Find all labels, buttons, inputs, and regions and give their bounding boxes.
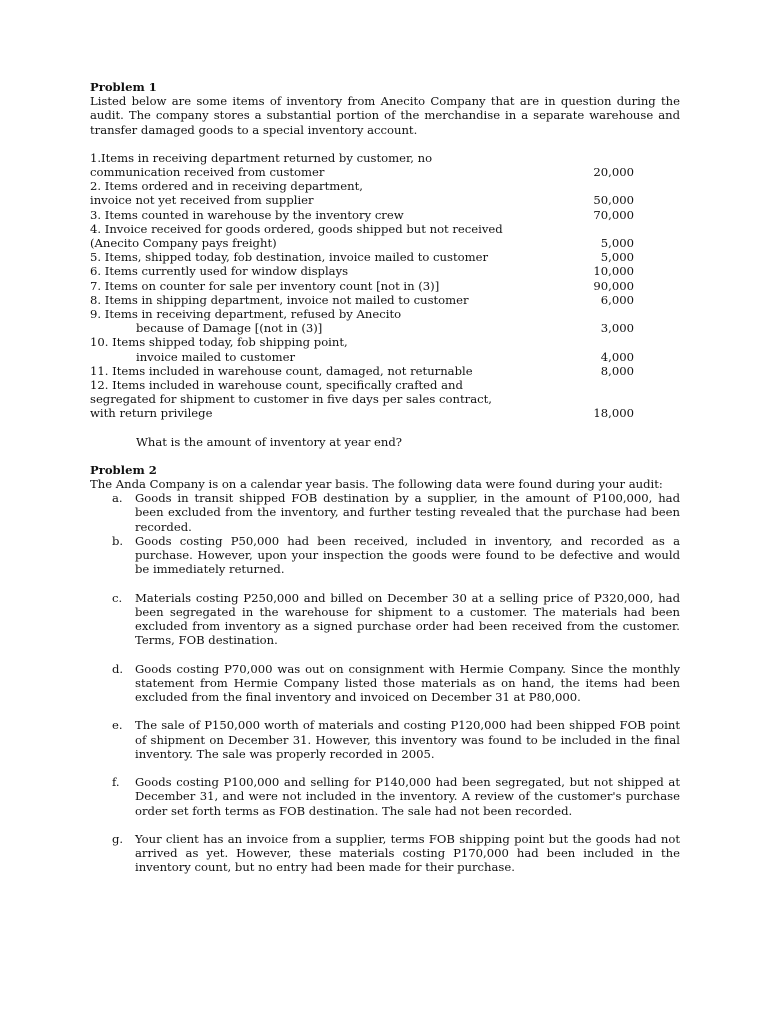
- finding-text: Materials costing P250,000 and billed on December 30 at a selling price of P320,000, had been segregated in the warehouse for shipment to a customer. The materials had been excluded from inventory as a signed purchase order had been received from the customer. Terms, FOB destination.: [135, 590, 680, 648]
- problem-1-intro: Listed below are some items of inventory from Anecito Company that are in question during the audit. The company stores a substantial portion of the merchandise in a separate warehouse and transfer damaged goods to a special inventory account.: [90, 94, 680, 137]
- inventory-item: [90, 364, 680, 378]
- inventory-item-text: 8. Items in shipping department, invoice not mailed to customer: [90, 292, 469, 307]
- inventory-item-text: 5. Items, shipped today, fob destination, invoice mailed to customer: [90, 250, 489, 265]
- problem-1-title: Problem 1: [90, 80, 157, 94]
- document-page: [90, 80, 680, 875]
- inventory-item-text: communication received from customer: [90, 165, 325, 180]
- inventory-item-amount: 70,000: [593, 207, 634, 222]
- inventory-item-text: 9. Items in receiving department, refused by Anecito: [90, 307, 402, 322]
- finding-letter: f.: [112, 775, 120, 790]
- inventory-item-amount: 3,000: [600, 321, 634, 336]
- inventory-item-text: (Anecito Company pays freight): [90, 236, 277, 251]
- finding-text: Goods in transit shipped FOB destination by a supplier, in the amount of P100,000, had been excluded from the inventory, and further testing revealed that the purchase had been recorded.: [135, 491, 680, 534]
- finding-letter: d.: [112, 661, 124, 676]
- inventory-item-text: 6. Items currently used for window displays: [90, 264, 349, 279]
- inventory-item-amount: 4,000: [600, 349, 634, 364]
- finding-letter: b.: [112, 533, 124, 548]
- inventory-item-text: 3. Items counted in warehouse by the inventory crew: [90, 207, 404, 222]
- audit-findings-list: [90, 491, 680, 874]
- inventory-item: [90, 250, 680, 264]
- problem-1: [90, 80, 680, 449]
- inventory-item: [90, 222, 680, 250]
- inventory-item: [90, 208, 680, 222]
- inventory-item-text: 1.Items in receiving department returned by customer, no: [90, 150, 433, 165]
- inventory-item-amount: 90,000: [593, 278, 634, 293]
- inventory-item-text: 11. Items included in warehouse count, damaged, not returnable: [90, 363, 473, 378]
- inventory-item-text: invoice not yet received from supplier: [90, 193, 314, 208]
- inventory-item-text: with return privilege: [90, 406, 213, 421]
- inventory-item-amount: 8,000: [600, 363, 634, 378]
- audit-finding: [90, 534, 680, 577]
- inventory-item: [90, 264, 680, 278]
- audit-finding: [90, 775, 680, 818]
- inventory-item: [90, 179, 680, 207]
- finding-letter: g.: [112, 832, 124, 847]
- inventory-item-amount: 6,000: [600, 292, 634, 307]
- finding-letter: a.: [112, 491, 123, 506]
- inventory-item: [90, 151, 680, 179]
- inventory-item-text: 2. Items ordered and in receiving department,: [90, 179, 363, 194]
- inventory-item-text: 4. Invoice received for goods ordered, goods shipped but not received: [90, 221, 503, 236]
- inventory-item-text: 10. Items shipped today, fob shipping point,: [90, 335, 348, 350]
- audit-finding: [90, 491, 680, 534]
- inventory-item: [90, 279, 680, 293]
- problem-2-intro: The Anda Company is on a calendar year basis. The following data were found during your audit:: [90, 477, 663, 492]
- audit-finding: [90, 662, 680, 705]
- inventory-item: [90, 293, 680, 307]
- inventory-item: [90, 307, 680, 335]
- finding-text: The sale of P150,000 worth of materials and costing P120,000 had been shipped FOB point of shipment on December 31. However, this inventory was found to be included in the final inventory. The sale was properly recorded in 2005.: [135, 718, 680, 761]
- finding-text: Goods costing P100,000 and selling for P140,000 had been segregated, but not shipped at December 31, and were not included in the inventory. A review of the customer's purchase order set forth terms as FOB destination. The sale had not been recorded.: [135, 775, 680, 818]
- inventory-item: [90, 335, 680, 363]
- inventory-item: [90, 378, 680, 421]
- finding-text: Goods costing P70,000 was out on consignment with Hermie Company. Since the monthly statement from Hermie Company listed those materials as on hand, the items had been excluded from the final inventory and invoiced on December 31 at P80,000.: [135, 661, 680, 705]
- problem-2: [90, 463, 680, 875]
- inventory-item-amount: 5,000: [600, 250, 634, 265]
- problem-1-question: What is the amount of inventory at year end?: [136, 434, 403, 449]
- problem-2-title: Problem 2: [90, 462, 157, 477]
- inventory-item-amount: 18,000: [593, 406, 634, 421]
- inventory-item-amount: 20,000: [593, 165, 634, 180]
- audit-finding: [90, 832, 680, 875]
- inventory-item-text: 7. Items on counter for sale per inventory count [not in (3)]: [90, 278, 440, 293]
- inventory-item-amount: 50,000: [593, 193, 634, 208]
- inventory-item-amount: 10,000: [593, 264, 634, 279]
- inventory-item-text: segregated for shipment to customer in five days per sales contract,: [90, 392, 492, 407]
- inventory-item-text: invoice mailed to customer: [136, 349, 296, 364]
- audit-finding: [90, 591, 680, 648]
- inventory-item-amount: 5,000: [600, 236, 634, 251]
- finding-text: Your client has an invoice from a supplier, terms FOB shipping point but the goods had not arrived as yet. However, these materials costing P170,000 had been included in the inventory count, but no entry had been made for their purchase.: [135, 832, 680, 875]
- inventory-item-text: 12. Items included in warehouse count, specifically crafted and: [90, 378, 463, 393]
- finding-letter: c.: [112, 590, 123, 605]
- finding-text: Goods costing P50,000 had been received, included in inventory, and recorded as a purchase. However, upon your inspection the goods were found to be defective and would be immediately returned.: [135, 533, 680, 577]
- inventory-item-text: because of Damage [(not in (3)]: [136, 321, 323, 336]
- finding-letter: e.: [112, 718, 123, 733]
- inventory-items-list: [90, 151, 680, 421]
- audit-finding: [90, 718, 680, 761]
